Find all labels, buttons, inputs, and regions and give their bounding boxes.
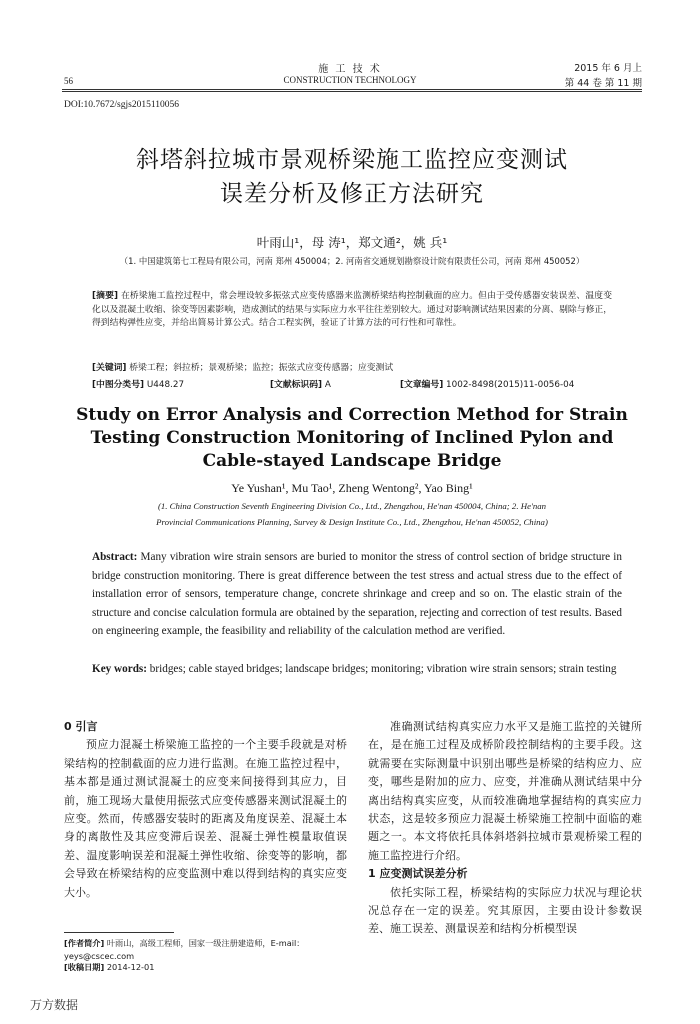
abstract-zh-text: 在桥梁施工监控过程中，常会埋设较多振弦式应变传感器来监测桥梁结构控制截面的应力。但由于受传感器安装误差、温度变化以及混凝土收缩、徐变等因素影响，造成测试的结果与实际应力水平往往差别较大。通过对影响测试结果因素的分离、剔除与修正，得到结构弹性应变，并给出简易计算公式。结合工程实例，验证了计算方法的可行性和可靠性。 [92,291,613,328]
page-number: 56 [64,76,73,86]
author-bio [64,937,347,962]
body-right-paragraph-1: 准确测试结构真实应力水平又是施工监控的关键所在，是在施工过程及成桥阶段控制结构的主要手段。这就需要在实际测量中识别出哪些是桥梁的结构应力、应变，哪些是附加的应力、应变，并准确从测试结果中分离出结构真实应变，从而较准确地掌握结构的真实应力状态，这是较多预应力混凝土桥梁施工控制中面临的难题之一。本文将依托具体斜塔斜拉城市景观桥梁工程的施工监控进行介绍。 [368,720,642,862]
header-rule-2 [62,91,642,92]
doc-code [270,377,331,390]
journal-name-en: CONSTRUCTION TECHNOLOGY [283,75,417,85]
keywords-zh [92,362,612,376]
abstract-zh-label: [摘要] [92,291,119,301]
footnote-rule [64,932,174,933]
abstract-en-text: Many vibration wire strain sensors are buried to monitor the stress of control section of bridge structure in bridge construction monitoring. There is great difference between the test stress and actual stress due to the effect of installation error of sensors, temperature change, concrete shrinkage and creep and so on. The elastic strain of the structure and concise calculation formula are obtained by the separation, rejecting and correction of test results. Based on engineering example, the feasibility and reliability of the calculation method are verified. [92,551,623,638]
clc [92,377,184,390]
volume-issue: 第 44 卷 第 11 期 [564,78,642,89]
body-left-column [64,718,347,902]
title-en-line-3: Cable-stayed Landscape Bridge [202,451,502,471]
section-1-heading: 1 应变测试误差分析 [368,867,468,881]
keywords-en-text: bridges; cable stayed bridges; landscape bridges; monitoring; vibration wire strain sensors; strain testing [149,663,617,675]
doc-code-value: A [324,380,331,390]
keywords-zh-text: 桥梁工程；斜拉桥；景观桥梁；监控；振弦式应变传感器；应变测试 [129,363,394,373]
keywords-en-label: Key words: [92,663,147,675]
issue-date: 2015 年 6 月上 [574,63,642,74]
authors-en: Ye Yushan¹, Mu Tao¹, Zheng Wentong², Yao Bing¹ [231,481,473,495]
title-en-line-2: Testing Construction Monitoring of Inclined Pylon and [90,428,614,448]
title-zh-line-1: 斜塔斜拉城市景观桥梁施工监控应变测试 [136,147,568,173]
abstract-en [92,548,622,641]
title-en-line-1: Study on Error Analysis and Correction Method for Strain [76,405,628,425]
affiliation-zh: （1. 中国建筑第七工程局有限公司，河南 郑州 450004；2. 河南省交通规划勘察设计院有限责任公司，河南 郑州 450052） [119,256,585,266]
received-date-label: [收稿日期] [64,962,105,972]
doc-code-label: [文献标识码] [270,380,323,390]
article-number-label: [文章编号] [400,380,444,390]
received-date-text: 2014-12-01 [106,962,155,972]
authors-zh: 叶雨山¹，母 涛¹，郑文通²，姚 兵¹ [256,235,448,250]
header-rule [62,89,642,90]
watermark: 万方数据 [30,998,79,1012]
doi: DOI:10.7672/sgjs2015110056 [64,100,179,110]
abstract-en-label: Abstract: [92,551,138,563]
body-left-paragraph: 预应力混凝土桥梁施工监控的一个主要手段就是对桥梁结构的控制截面的应力进行监测。在施工监控过程中，基本都是通过测试混凝土的应变来间接得到其应力，目前，施工现场大量使用振弦式应变传感器来测试混凝土的应变。然而，传感器安装时的距离及角度误差、混凝土本身的离散性及其应变滞后误差、混凝土弹性模量取值误差、温度影响误差和混凝土弹性收缩、徐变等的影响，都会导致在桥梁结构的应变监测中难以得到结构的真实应变大小。 [64,738,347,899]
body-right-paragraph-2: 依托实际工程，桥梁结构的实际应力状况与理论状况总存在一定的误差。究其原因，主要由设计参数误差、施工误差、测量误差和结构分析模型误 [368,885,642,936]
abstract-zh [92,290,612,331]
keywords-zh-label: [关键词] [92,363,127,373]
received-date [64,962,154,973]
keywords-en [92,660,622,679]
title-zh-line-2: 误差分析及修正方法研究 [220,181,484,207]
section-0-heading: 0 引言 [64,720,98,733]
clc-label: [中图分类号] [92,380,145,390]
affiliation-en-line-2: Provincial Communications Planning, Survey & Design Institute Co., Ltd., Zhengzhou, He'nan 450052, China) [156,517,548,527]
body-right-column [368,718,642,939]
clc-value: U448.27 [146,380,185,390]
article-number [400,377,574,390]
article-number-value: 1002-8498(2015)11-0056-04 [446,380,575,390]
author-bio-label: [作者简介] [64,938,105,948]
author-bio-text: 叶雨山，高级工程师，国家一级注册建造师，E-mail：yeys@cscec.com [64,938,305,961]
journal-name-zh: 施 工 技 术 [318,64,382,75]
affiliation-en-line-1: (1. China Construction Seventh Engineering Division Co., Ltd., Zhengzhou, He'nan 450004, China; 2. He'nan [157,501,547,511]
